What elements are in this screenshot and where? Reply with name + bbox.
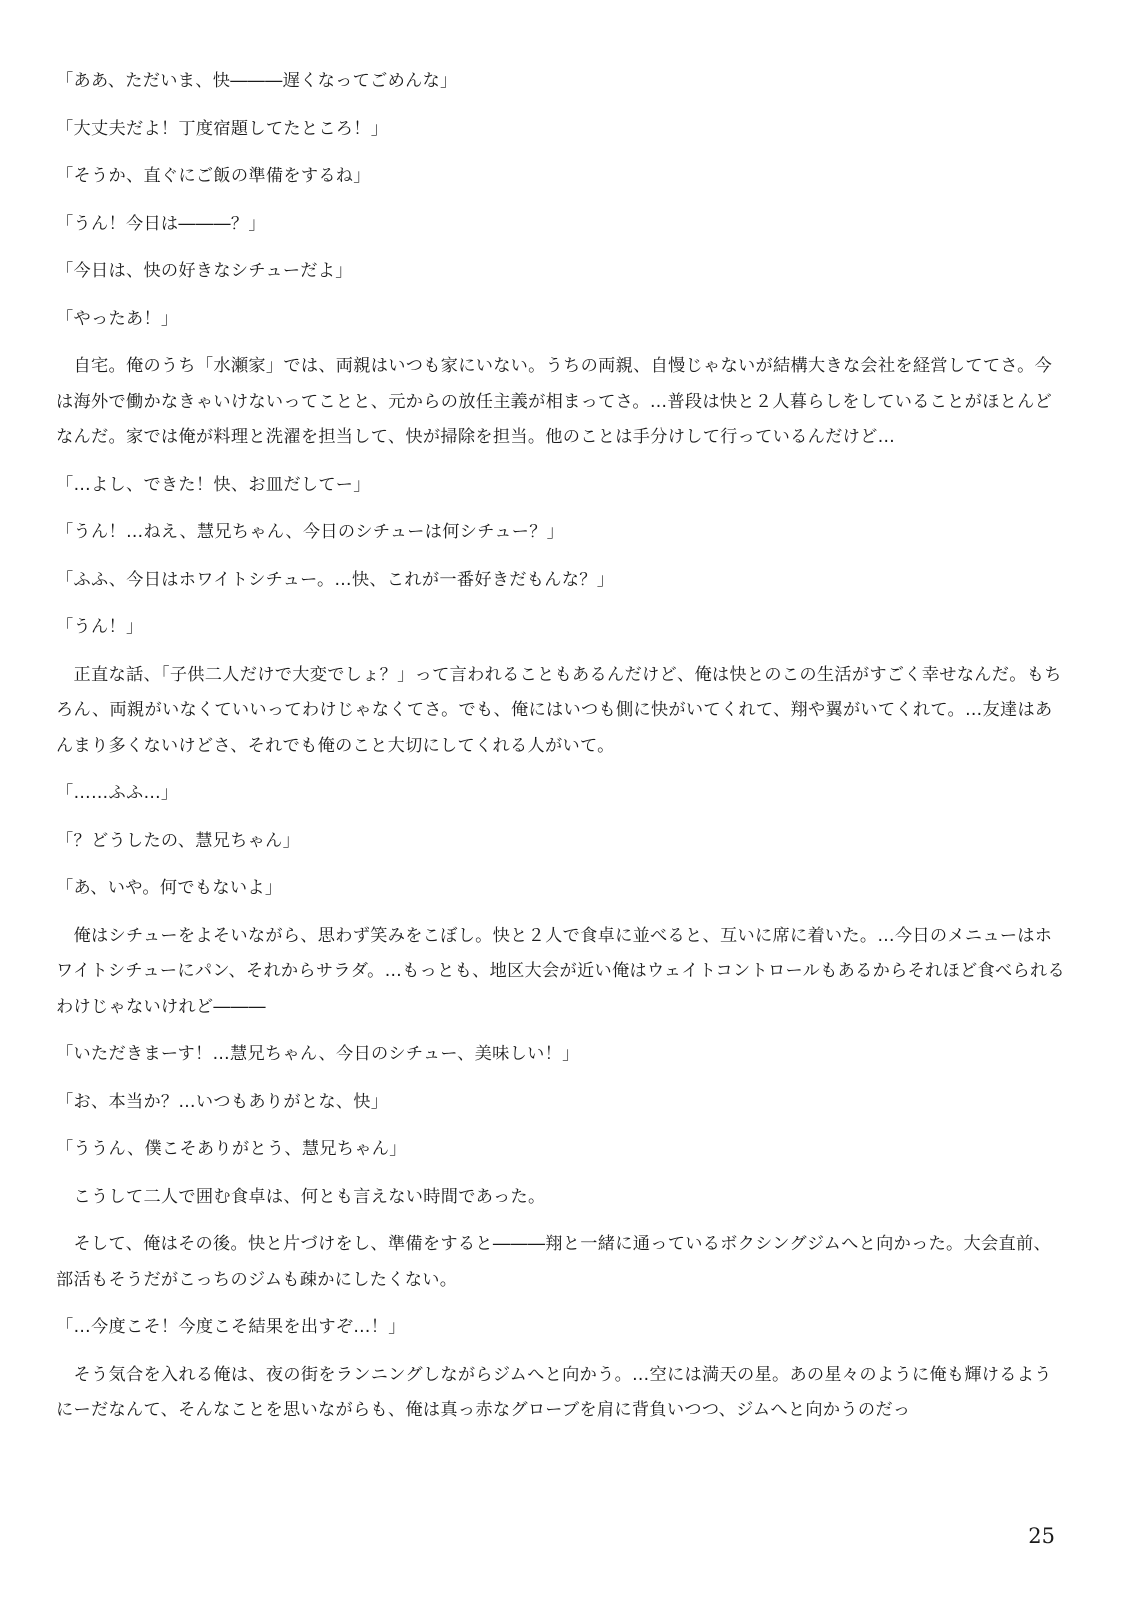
- paragraph: 「うん！…ねえ、慧兄ちゃん、今日のシチューは何シチュー？」: [56, 522, 565, 542]
- paragraph: 「…今度こそ！今度こそ結果を出すぞ…！」: [56, 1317, 406, 1337]
- paragraph: 「そうか、直ぐにご飯の準備をするね」: [56, 166, 371, 186]
- paragraph: 「うん！」: [56, 617, 144, 637]
- paragraph: 「ううん、僕こそありがとう、慧兄ちゃん」: [56, 1139, 407, 1159]
- paragraph: 「今日は、快の好きなシチューだよ」: [56, 261, 353, 281]
- paragraph: こうして二人で囲む食卓は、何とも言えない時間であった。: [56, 1186, 546, 1207]
- paragraph: 「……ふふ…」: [56, 783, 179, 803]
- paragraph: 「…よし、できた！快、お皿だしてー」: [56, 474, 371, 495]
- paragraph: 「うん！今日は―――？」: [56, 213, 266, 234]
- paragraph: 自宅。俺のうち「水瀬家」では、両親はいつも家にいない。うちの両親、自慢じゃないが結構大きな会社を経営しててさ。今は海外で働かなきゃいけないってことと、元からの放任主義が相まってさ。…普段は快と２人暮らしをしていることがほとんどなんだ。家では俺が料理と洗濯を担当して、快が掃除を担当。他のことは手分けして行っているんだけど…: [56, 356, 1053, 447]
- paragraph: 「ああ、ただいま、快―――遅くなってごめんな」: [56, 71, 458, 91]
- paragraph: 「お、本当か？…いつもありがとな、快」: [56, 1091, 389, 1112]
- paragraph: 「いただきまーす！…慧兄ちゃん、今日のシチュー、美味しい！」: [56, 1044, 580, 1064]
- paragraph: そう気合を入れる俺は、夜の街をランニングしながらジムへと向かう。…空には満天の星。あの星々のように俺も輝けるようにーだなんて、そんなことを思いながらも、俺は真っ赤なグローブを肩に背負いつつ、ジムへと向かうのだっ: [56, 1364, 1052, 1420]
- paragraph: 正直な話、「子供二人だけで大変でしょ？」って言われることもあるんだけど、俺は快とのこの生活がすごく幸せなんだ。もちろん、両親がいなくていいってわけじゃなくてさ。でも、俺にはいつも側に快がいてくれて、翔や翼がいてくれて。…友達はあんまり多くないけどさ、それでも俺のこと大切にしてくれる人がいて。: [56, 664, 1062, 756]
- paragraph: 「大丈夫だよ！丁度宿題してたところ！」: [56, 118, 389, 139]
- body-text: [56, 64, 1066, 1441]
- paragraph: 俺はシチューをよそいながら、思わず笑みをこぼし。快と２人で食卓に並べると、互いに席に着いた。…今日のメニューはホワイトシチューにパン、それからサラダ。…もっとも、地区大会が近い俺はウェイトコントロールもあるからそれほど食べられるわけじゃないけれど―――: [56, 925, 1065, 1017]
- page-number: 25: [1028, 1524, 1055, 1548]
- paragraph: 「ふふ、今日はホワイトシチュー。…快、これが一番好きだもんな？」: [56, 569, 615, 590]
- paragraph: 「？どうしたの、慧兄ちゃん」: [56, 830, 301, 851]
- paragraph: 「やったあ！」: [56, 308, 179, 329]
- paragraph: そして、俺はその後。快と片づけをし、準備をすると―――翔と一緒に通っているボクシングジムへと向かった。大会直前、部活もそうだがこっちのジムも疎かにしたくない。: [56, 1234, 1051, 1290]
- paragraph: 「あ、いや。何でもないよ」: [56, 878, 283, 898]
